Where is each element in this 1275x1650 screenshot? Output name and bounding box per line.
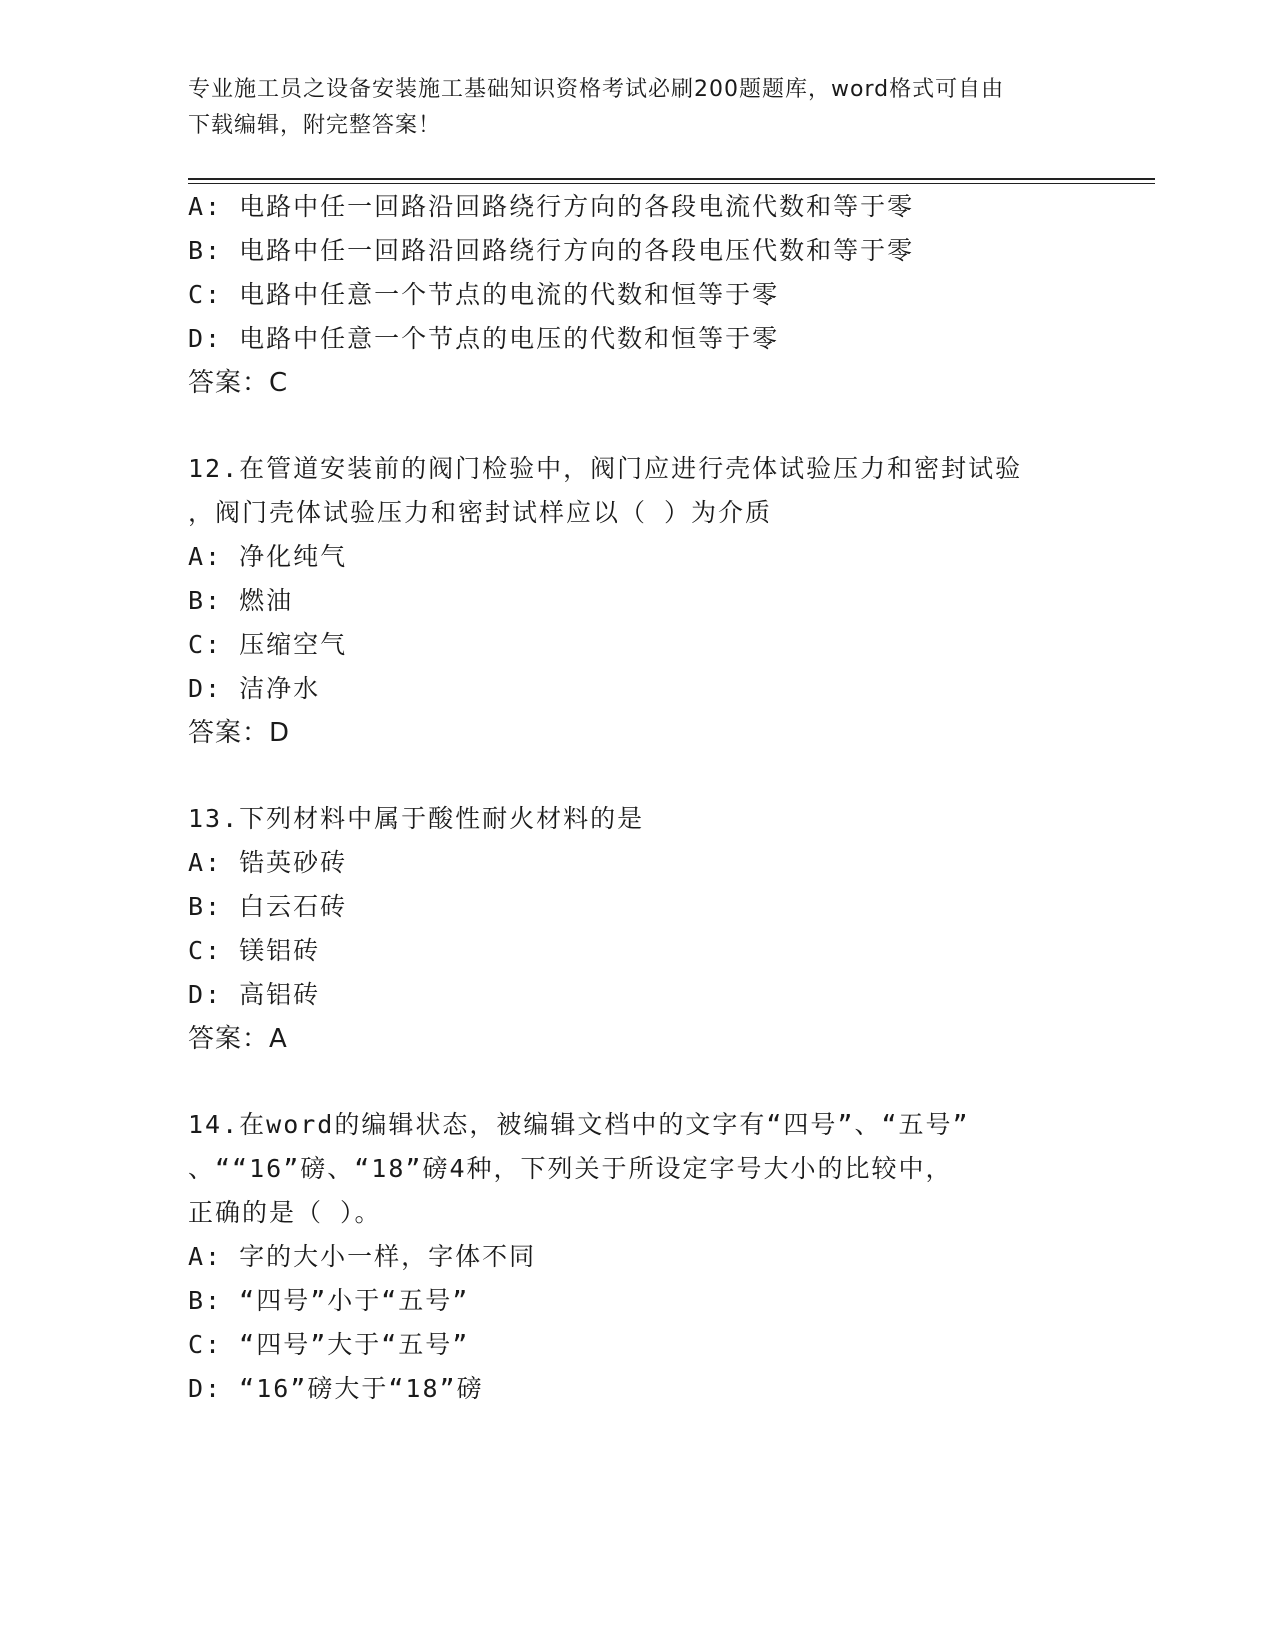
q14-stem-line1: 14.在word的编辑状态，被编辑文档中的文字有“四号”、“五号” bbox=[188, 1110, 970, 1139]
q13-answer: 答案：A bbox=[188, 1024, 288, 1054]
header-title-line2: 下载编辑，附完整答案！ bbox=[188, 113, 442, 138]
q12-option-d: D: 洁净水 bbox=[188, 674, 321, 703]
q12-stem-line1: 12.在管道安装前的阀门检验中，阀门应进行壳体试验压力和密封试验 bbox=[188, 454, 1023, 483]
q11-option-a: A: 电路中任一回路沿回路绕行方向的各段电流代数和等于零 bbox=[188, 192, 915, 221]
q11-option-b: B: 电路中任一回路沿回路绕行方向的各段电压代数和等于零 bbox=[188, 236, 915, 265]
q11-option-c: C: 电路中任意一个节点的电流的代数和恒等于零 bbox=[188, 280, 780, 309]
q13-option-c: C: 镁铝砖 bbox=[188, 936, 321, 965]
q14-option-c: C: “四号”大于“五号” bbox=[188, 1330, 470, 1359]
document-header bbox=[188, 72, 1068, 144]
q11-answer: 答案：C bbox=[188, 368, 289, 398]
header-divider-thick bbox=[188, 178, 1155, 180]
q14-option-a: A: 字的大小一样，字体不同 bbox=[188, 1242, 537, 1271]
q14-option-d: D: “16”磅大于“18”磅 bbox=[188, 1374, 484, 1403]
q12-stem-line2: ，阀门壳体试验压力和密封试样应以（ ）为介质 bbox=[188, 498, 773, 527]
q13-stem-line1: 13.下列材料中属于酸性耐火材料的是 bbox=[188, 804, 645, 833]
q12-option-a: A: 净化纯气 bbox=[188, 542, 348, 571]
q11-option-d: D: 电路中任意一个节点的电压的代数和恒等于零 bbox=[188, 324, 780, 353]
q12-option-b: B: 燃油 bbox=[188, 586, 294, 615]
q13-option-d: D: 高铝砖 bbox=[188, 980, 321, 1009]
q13-option-b: B: 白云石砖 bbox=[188, 892, 348, 921]
q14-option-b: B: “四号”小于“五号” bbox=[188, 1286, 470, 1315]
q14-stem-line3: 正确的是（ ）。 bbox=[188, 1198, 382, 1227]
header-title-line1: 专业施工员之设备安装施工基础知识资格考试必刷200题题库，word格式可自由 bbox=[188, 77, 1005, 102]
q12-option-c: C: 压缩空气 bbox=[188, 630, 348, 659]
header-divider-thin bbox=[188, 183, 1155, 184]
q14-stem-line2: 、““16”磅、“18”磅4种，下列关于所设定字号大小的比较中， bbox=[188, 1154, 953, 1183]
q13-option-a: A: 锆英砂砖 bbox=[188, 848, 348, 877]
q12-answer: 答案：D bbox=[188, 718, 291, 748]
